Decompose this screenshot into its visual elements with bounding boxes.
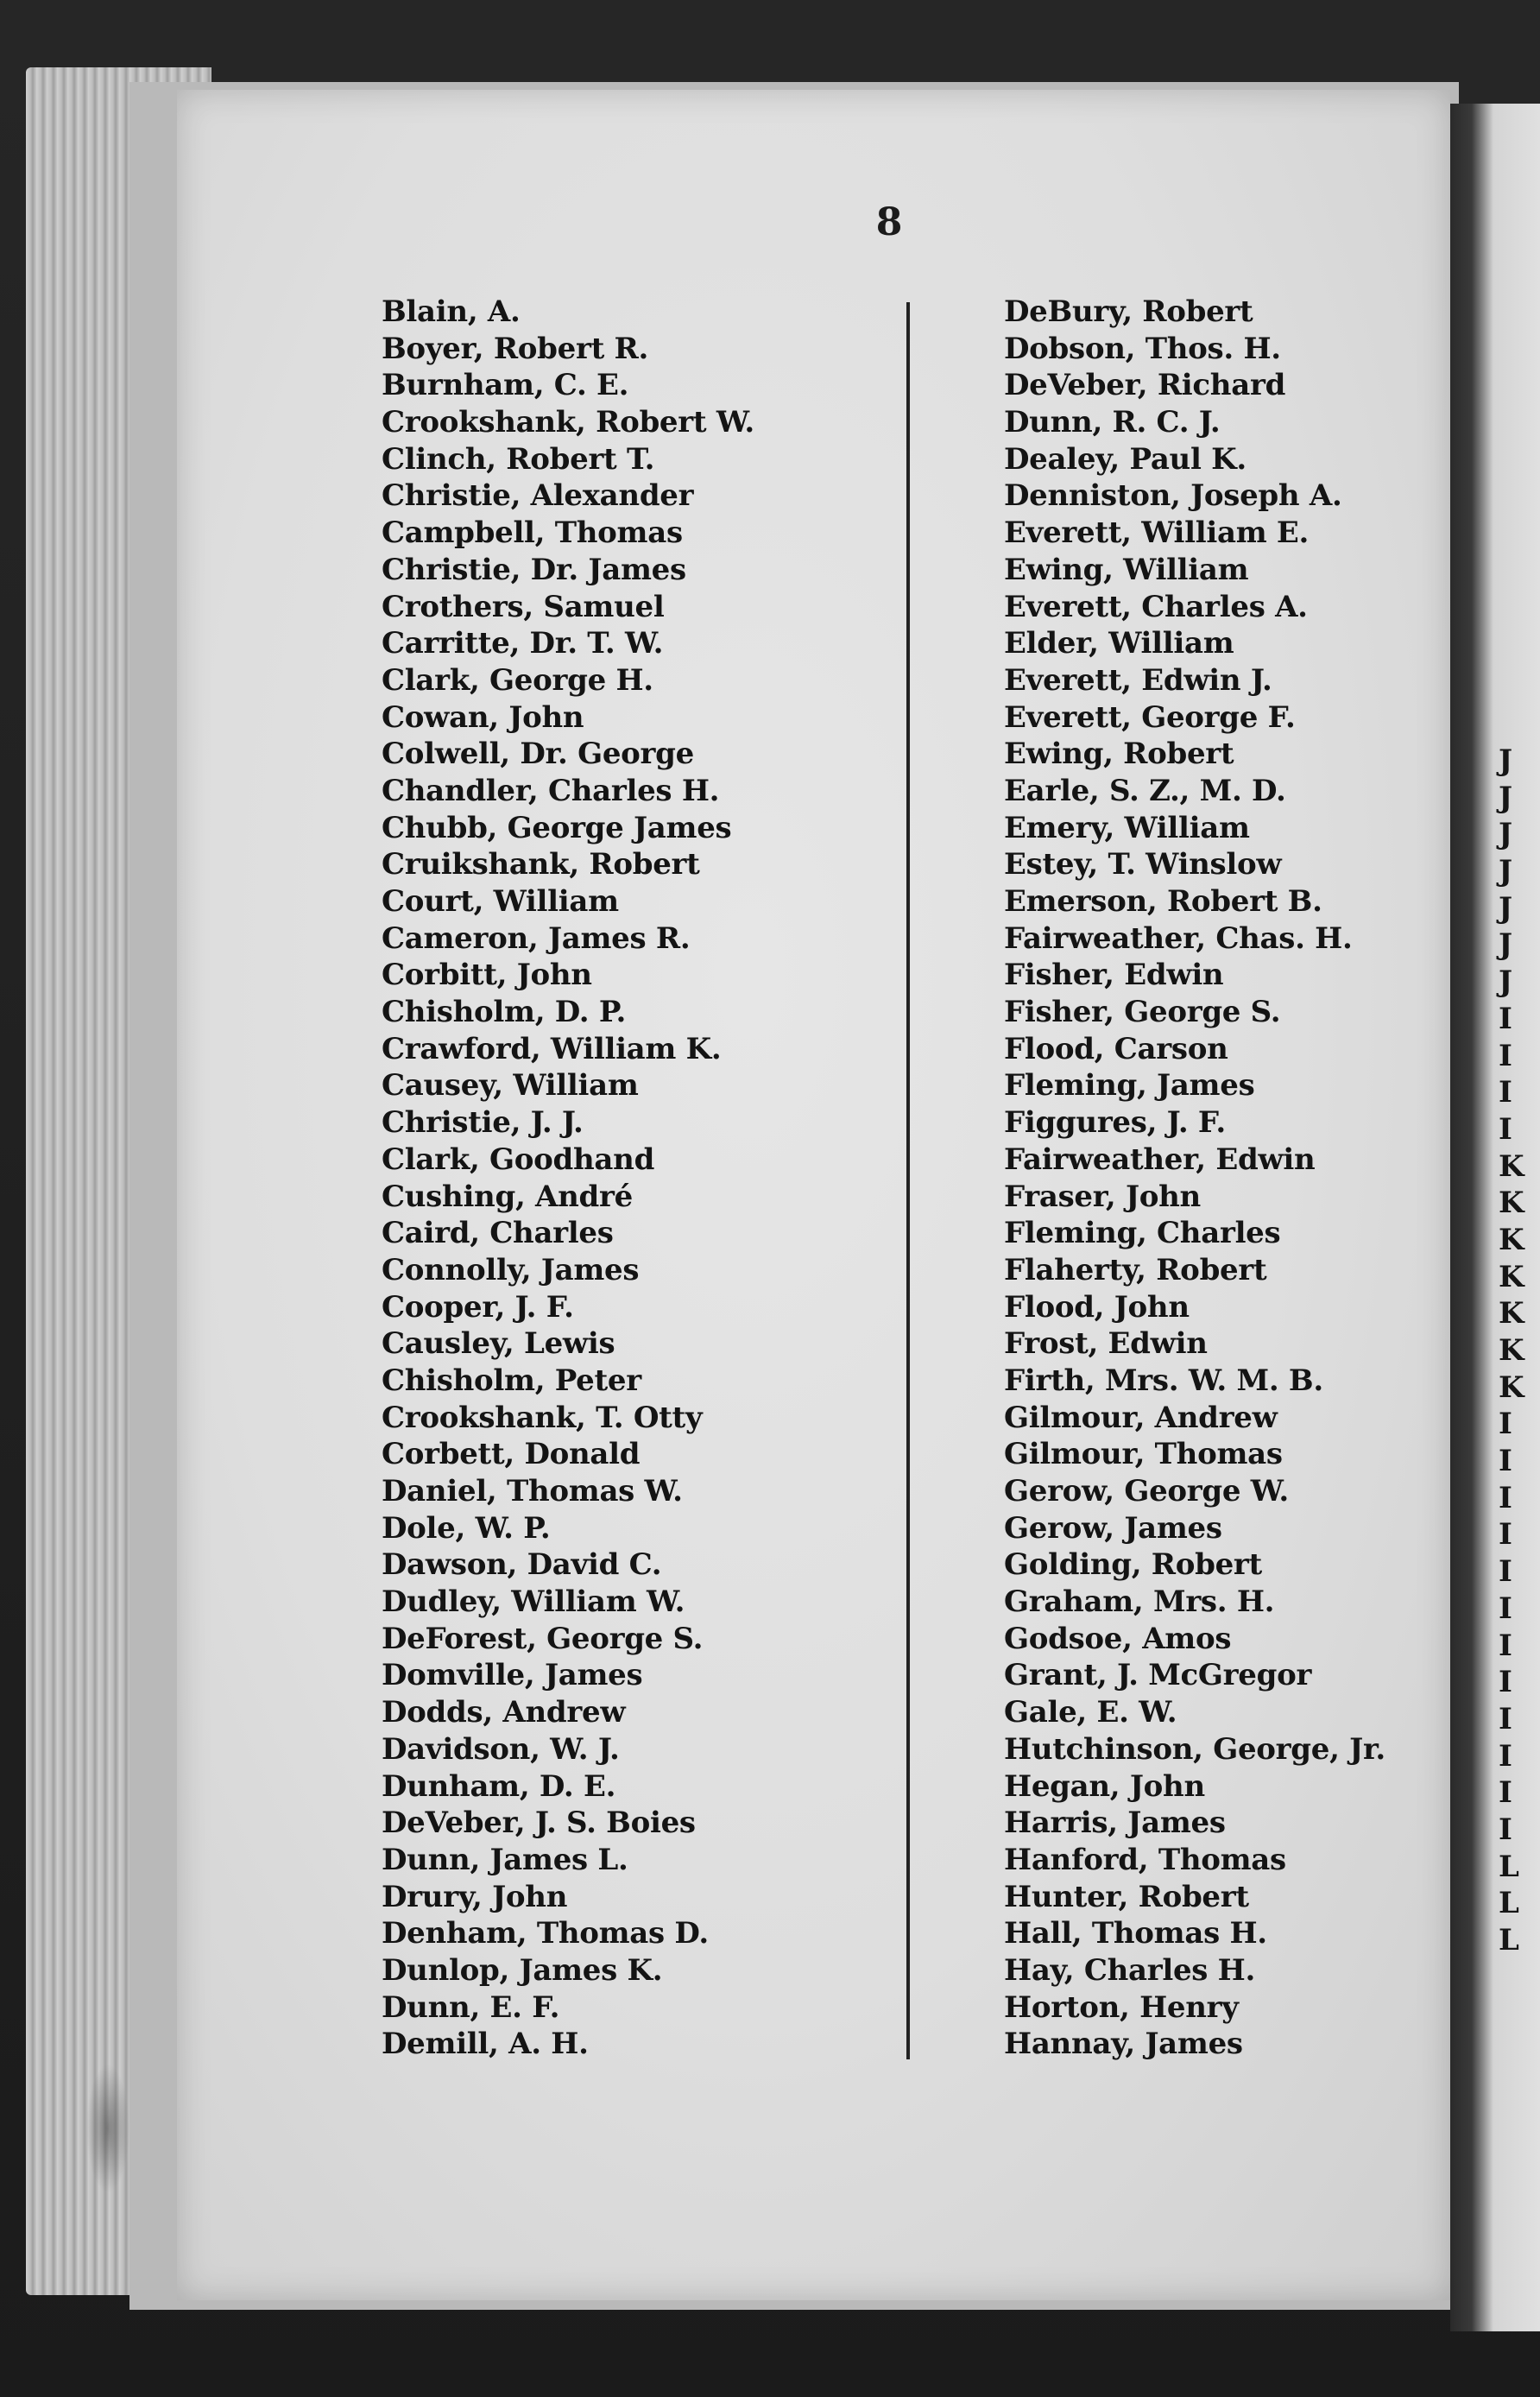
list-entry: Elder, William bbox=[1004, 626, 1234, 661]
list-entry: Dunn, R. C. J. bbox=[1004, 405, 1221, 440]
list-entry: Gale, E. W. bbox=[1004, 1695, 1177, 1730]
list-entry: Hall, Thomas H. bbox=[1004, 1916, 1267, 1951]
list-entry: Fairweather, Edwin bbox=[1004, 1142, 1316, 1177]
edge-letter: I bbox=[1499, 1001, 1512, 1036]
list-entry: Everett, William E. bbox=[1004, 515, 1310, 551]
edge-letter: I bbox=[1499, 1444, 1512, 1479]
edge-letter: I bbox=[1499, 1628, 1512, 1663]
list-entry: Connolly, James bbox=[382, 1252, 640, 1287]
list-entry: Fairweather, Chas. H. bbox=[1004, 920, 1353, 956]
edge-letter: K bbox=[1499, 1296, 1524, 1331]
list-entry: Dodds, Andrew bbox=[382, 1695, 626, 1730]
list-entry: Hegan, John bbox=[1004, 1768, 1205, 1804]
list-entry: Hanford, Thomas bbox=[1004, 1842, 1286, 1877]
name-list-left bbox=[382, 294, 865, 2063]
edge-letter: I bbox=[1499, 1591, 1512, 1626]
edge-letter: K bbox=[1499, 1259, 1524, 1294]
edge-letter: I bbox=[1499, 1701, 1512, 1736]
list-entry: Ewing, William bbox=[1004, 552, 1249, 587]
list-entry: Fisher, Edwin bbox=[1004, 958, 1224, 993]
list-entry: Dunn, James L. bbox=[382, 1842, 628, 1877]
list-entry: Davidson, W. J. bbox=[382, 1731, 620, 1767]
list-entry: Horton, Henry bbox=[1004, 1989, 1239, 2025]
list-entry: Dealey, Paul K. bbox=[1004, 441, 1247, 477]
list-entry: DeVeber, Richard bbox=[1004, 368, 1286, 403]
list-entry: Emerson, Robert B. bbox=[1004, 884, 1322, 919]
name-list-right bbox=[1004, 294, 1440, 2063]
list-entry: Earle, S. Z., M. D. bbox=[1004, 773, 1286, 808]
list-entry: DeForest, George S. bbox=[382, 1621, 704, 1656]
edge-letter: I bbox=[1499, 1812, 1512, 1847]
edge-letter: L bbox=[1499, 1886, 1519, 1921]
list-entry: Fleming, Charles bbox=[1004, 1216, 1281, 1251]
list-entry: Flood, John bbox=[1004, 1289, 1190, 1325]
edge-letter: J bbox=[1499, 780, 1513, 815]
edge-letter: K bbox=[1499, 1222, 1524, 1257]
list-entry: Denham, Thomas D. bbox=[382, 1916, 709, 1951]
list-entry: Chisholm, Peter bbox=[382, 1363, 641, 1398]
list-entry: Causey, William bbox=[382, 1068, 639, 1104]
list-entry: Graham, Mrs. H. bbox=[1004, 1584, 1275, 1620]
edge-letter: K bbox=[1499, 1148, 1524, 1184]
list-entry: Corbett, Donald bbox=[382, 1437, 641, 1472]
list-entry: Crothers, Samuel bbox=[382, 589, 665, 624]
list-entry: Harris, James bbox=[1004, 1806, 1226, 1841]
edge-letter: I bbox=[1499, 1738, 1512, 1774]
list-entry: Dobson, Thos. H. bbox=[1004, 331, 1281, 366]
list-entry: Dunham, D. E. bbox=[382, 1768, 616, 1804]
list-entry: Fisher, George S. bbox=[1004, 995, 1281, 1030]
list-entry: Burnham, C. E. bbox=[382, 368, 629, 403]
edge-letter: I bbox=[1499, 1775, 1512, 1811]
list-entry: Denniston, Joseph A. bbox=[1004, 478, 1342, 514]
list-entry: Christie, J. J. bbox=[382, 1105, 584, 1141]
edge-letter: J bbox=[1499, 927, 1513, 963]
list-entry: Hutchinson, George, Jr. bbox=[1004, 1731, 1385, 1767]
list-entry: Ewing, Robert bbox=[1004, 737, 1234, 772]
list-entry: Grant, J. McGregor bbox=[1004, 1658, 1312, 1693]
list-entry: Cooper, J. F. bbox=[382, 1289, 574, 1325]
list-entry: Dawson, David C. bbox=[382, 1547, 662, 1583]
list-entry: Flood, Carson bbox=[1004, 1031, 1228, 1066]
list-entry: Dudley, William W. bbox=[382, 1584, 685, 1620]
list-entry: Dole, W. P. bbox=[382, 1510, 551, 1546]
list-entry: Golding, Robert bbox=[1004, 1547, 1262, 1583]
list-entry: Carritte, Dr. T. W. bbox=[382, 626, 664, 661]
edge-letter: L bbox=[1499, 1849, 1519, 1884]
list-entry: Hay, Charles H. bbox=[1004, 1952, 1256, 1988]
edge-letter: I bbox=[1499, 1075, 1512, 1110]
list-entry: Hunter, Robert bbox=[1004, 1879, 1249, 1914]
list-entry: Cushing, André bbox=[382, 1179, 633, 1214]
list-entry: Christie, Dr. James bbox=[382, 552, 686, 587]
edge-letter: J bbox=[1499, 817, 1513, 852]
list-entry: Dunlop, James K. bbox=[382, 1952, 663, 1988]
list-entry: Emery, William bbox=[1004, 810, 1250, 845]
list-entry: Cruikshank, Robert bbox=[382, 847, 700, 882]
list-entry: Gilmour, Thomas bbox=[1004, 1437, 1283, 1472]
edge-letter: I bbox=[1499, 1111, 1512, 1147]
list-entry: Clinch, Robert T. bbox=[382, 441, 655, 477]
list-entry: Blain, A. bbox=[382, 294, 521, 329]
list-entry: Fraser, John bbox=[1004, 1179, 1201, 1214]
list-entry: Colwell, Dr. George bbox=[382, 737, 694, 772]
list-entry: DeVeber, J. S. Boies bbox=[382, 1806, 696, 1841]
list-entry: Boyer, Robert R. bbox=[382, 331, 649, 366]
list-entry: Estey, T. Winslow bbox=[1004, 847, 1282, 882]
list-entry: Causley, Lewis bbox=[382, 1326, 615, 1362]
list-entry: Firth, Mrs. W. M. B. bbox=[1004, 1363, 1323, 1398]
list-entry: Everett, Edwin J. bbox=[1004, 662, 1272, 698]
edge-letter: I bbox=[1499, 1480, 1512, 1515]
list-entry: DeBury, Robert bbox=[1004, 294, 1253, 329]
list-entry: Gerow, George W. bbox=[1004, 1474, 1289, 1508]
list-entry: Crookshank, T. Otty bbox=[382, 1400, 703, 1435]
list-entry: Chandler, Charles H. bbox=[382, 773, 720, 808]
list-entry: Figgures, J. F. bbox=[1004, 1105, 1226, 1141]
list-entry: Flaherty, Robert bbox=[1004, 1252, 1267, 1287]
edge-letter: K bbox=[1499, 1333, 1524, 1368]
edge-letter: I bbox=[1499, 1038, 1512, 1073]
list-entry: Cameron, James R. bbox=[382, 920, 691, 956]
list-entry: Drury, John bbox=[382, 1879, 568, 1914]
adjacent-page-edge bbox=[1450, 104, 1540, 2331]
list-entry: Godsoe, Amos bbox=[1004, 1621, 1232, 1656]
list-entry: Gilmour, Andrew bbox=[1004, 1400, 1278, 1435]
edge-letter: K bbox=[1499, 1369, 1524, 1405]
list-entry: Court, William bbox=[382, 884, 619, 919]
edge-letter: K bbox=[1499, 1186, 1524, 1221]
list-entry: Daniel, Thomas W. bbox=[382, 1474, 683, 1508]
list-entry: Chubb, George James bbox=[382, 810, 732, 845]
list-entry: Frost, Edwin bbox=[1004, 1326, 1208, 1362]
list-entry: Clark, George H. bbox=[382, 662, 653, 698]
list-entry: Gerow, James bbox=[1004, 1510, 1222, 1546]
edge-letter: I bbox=[1499, 1517, 1512, 1553]
stain-mark bbox=[86, 2064, 129, 2193]
list-entry: Everett, George F. bbox=[1004, 699, 1296, 735]
list-entry: Caird, Charles bbox=[382, 1216, 614, 1251]
edge-letter: J bbox=[1499, 854, 1513, 889]
edge-letter: I bbox=[1499, 1407, 1512, 1442]
column-divider bbox=[906, 302, 910, 2059]
list-entry: Fleming, James bbox=[1004, 1068, 1255, 1104]
list-entry: Christie, Alexander bbox=[382, 478, 694, 514]
list-entry: Crawford, William K. bbox=[382, 1031, 722, 1066]
edge-letter: L bbox=[1499, 1923, 1519, 1957]
list-entry: Domville, James bbox=[382, 1658, 643, 1693]
edge-letter: J bbox=[1499, 890, 1513, 926]
list-entry: Crookshank, Robert W. bbox=[382, 405, 754, 440]
list-entry: Corbitt, John bbox=[382, 958, 592, 993]
list-entry: Campbell, Thomas bbox=[382, 515, 683, 551]
edge-letter: J bbox=[1499, 964, 1513, 1000]
list-entry: Demill, A. H. bbox=[382, 2027, 589, 2062]
list-entry: Clark, Goodhand bbox=[382, 1142, 655, 1177]
edge-letter: I bbox=[1499, 1665, 1512, 1700]
edge-letter: I bbox=[1499, 1554, 1512, 1590]
page-number: 8 bbox=[875, 200, 903, 244]
adjacent-page-letters bbox=[1499, 743, 1540, 1959]
list-entry: Dunn, E. F. bbox=[382, 1989, 560, 2025]
edge-letter: J bbox=[1499, 743, 1513, 778]
list-entry: Cowan, John bbox=[382, 699, 584, 735]
list-entry: Everett, Charles A. bbox=[1004, 589, 1308, 624]
list-entry: Chisholm, D. P. bbox=[382, 995, 627, 1030]
list-entry: Hannay, James bbox=[1004, 2027, 1243, 2062]
